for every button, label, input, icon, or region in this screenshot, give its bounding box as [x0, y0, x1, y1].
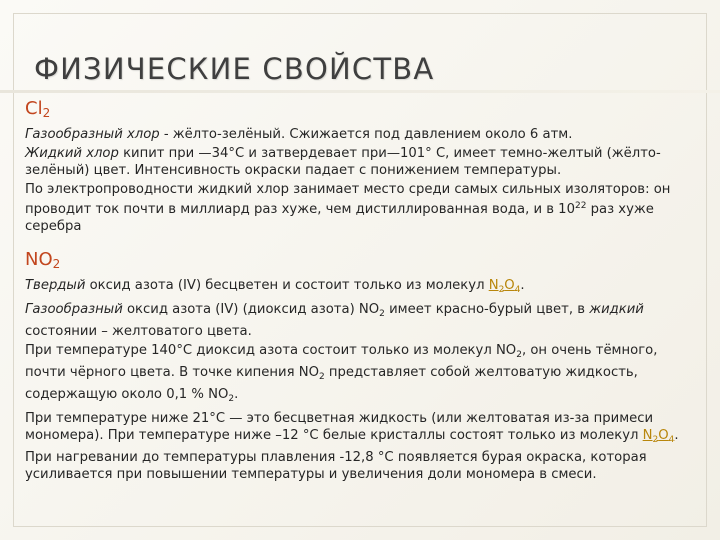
term-liquid: жидкий	[589, 302, 644, 317]
n2o4-link[interactable]: $N_2O_4$	[488, 278, 521, 295]
term-gaseous-chlorine: Газообразный хлор	[25, 127, 160, 142]
term-solid: Твердый	[25, 278, 86, 293]
no2-solid-paragraph: Твердый оксид азота (IV) бесцветен и состоит только из молекул $N_2O_4$.	[25, 278, 525, 295]
chlorine-gas-paragraph: Газообразный хлор - жёлто-зелёный. Сжижается под давлением около 6 атм.	[25, 127, 573, 142]
no2-temperature-paragraph: При температуре 140°C диоксид азота состоит только из молекул $NO_2$, он очень тёмного, почти чёрного цвета. В точке кипения $NO_2$ представляет собой желтоватую жидкость, содержащую около 0,1 % $NO_2$.	[25, 343, 658, 404]
term-gaseous: Газообразный	[25, 302, 123, 317]
title-divider	[0, 90, 720, 93]
slide-title: ФИЗИЧЕСКИЕ СВОЙСТВА	[34, 52, 435, 86]
chlorine-conductivity-paragraph: По электропроводности жидкий хлор занимает место среди самых сильных изоляторов: он проводит ток почти в миллиард раз хуже, чем дистиллированная вода, и в $10^{22}$ раз хуже серебра	[25, 182, 671, 234]
no2-heading: $NO_2$	[25, 249, 61, 271]
no2-gas-paragraph: Газообразный оксид азота (IV) (диоксид азота) $NO_2$ имеет красно-бурый цвет, в жидкий состоянии – желтоватого цвета.	[25, 302, 644, 339]
no2-low-temperature-paragraph: При температуре ниже 21°C — это бесцветная жидкость (или желтоватая из-за примеси мономера). При температуре ниже –12 °C белые кристаллы состоят только из молекул $N_2O_4$. При нагревании до температуры плавления -12,8 °C появляется бурая окраска, которая усиливается при повышении температуры и увеличения доли мономера в смеси.	[25, 411, 679, 482]
chlorine-heading: $Cl_2$	[25, 98, 51, 120]
slide-content	[25, 98, 697, 485]
chlorine-liquid-paragraph: Жидкий хлор кипит при —34°С и затвердевает при—101° С, имеет темно-желтый (жёлто-зелёный) цвет. Интенсивность окраски падает с понижением температуры.	[25, 146, 661, 178]
n2o4-link-2[interactable]: $N_2O_4$	[642, 428, 675, 445]
term-liquid-chlorine: Жидкий хлор	[25, 146, 119, 161]
